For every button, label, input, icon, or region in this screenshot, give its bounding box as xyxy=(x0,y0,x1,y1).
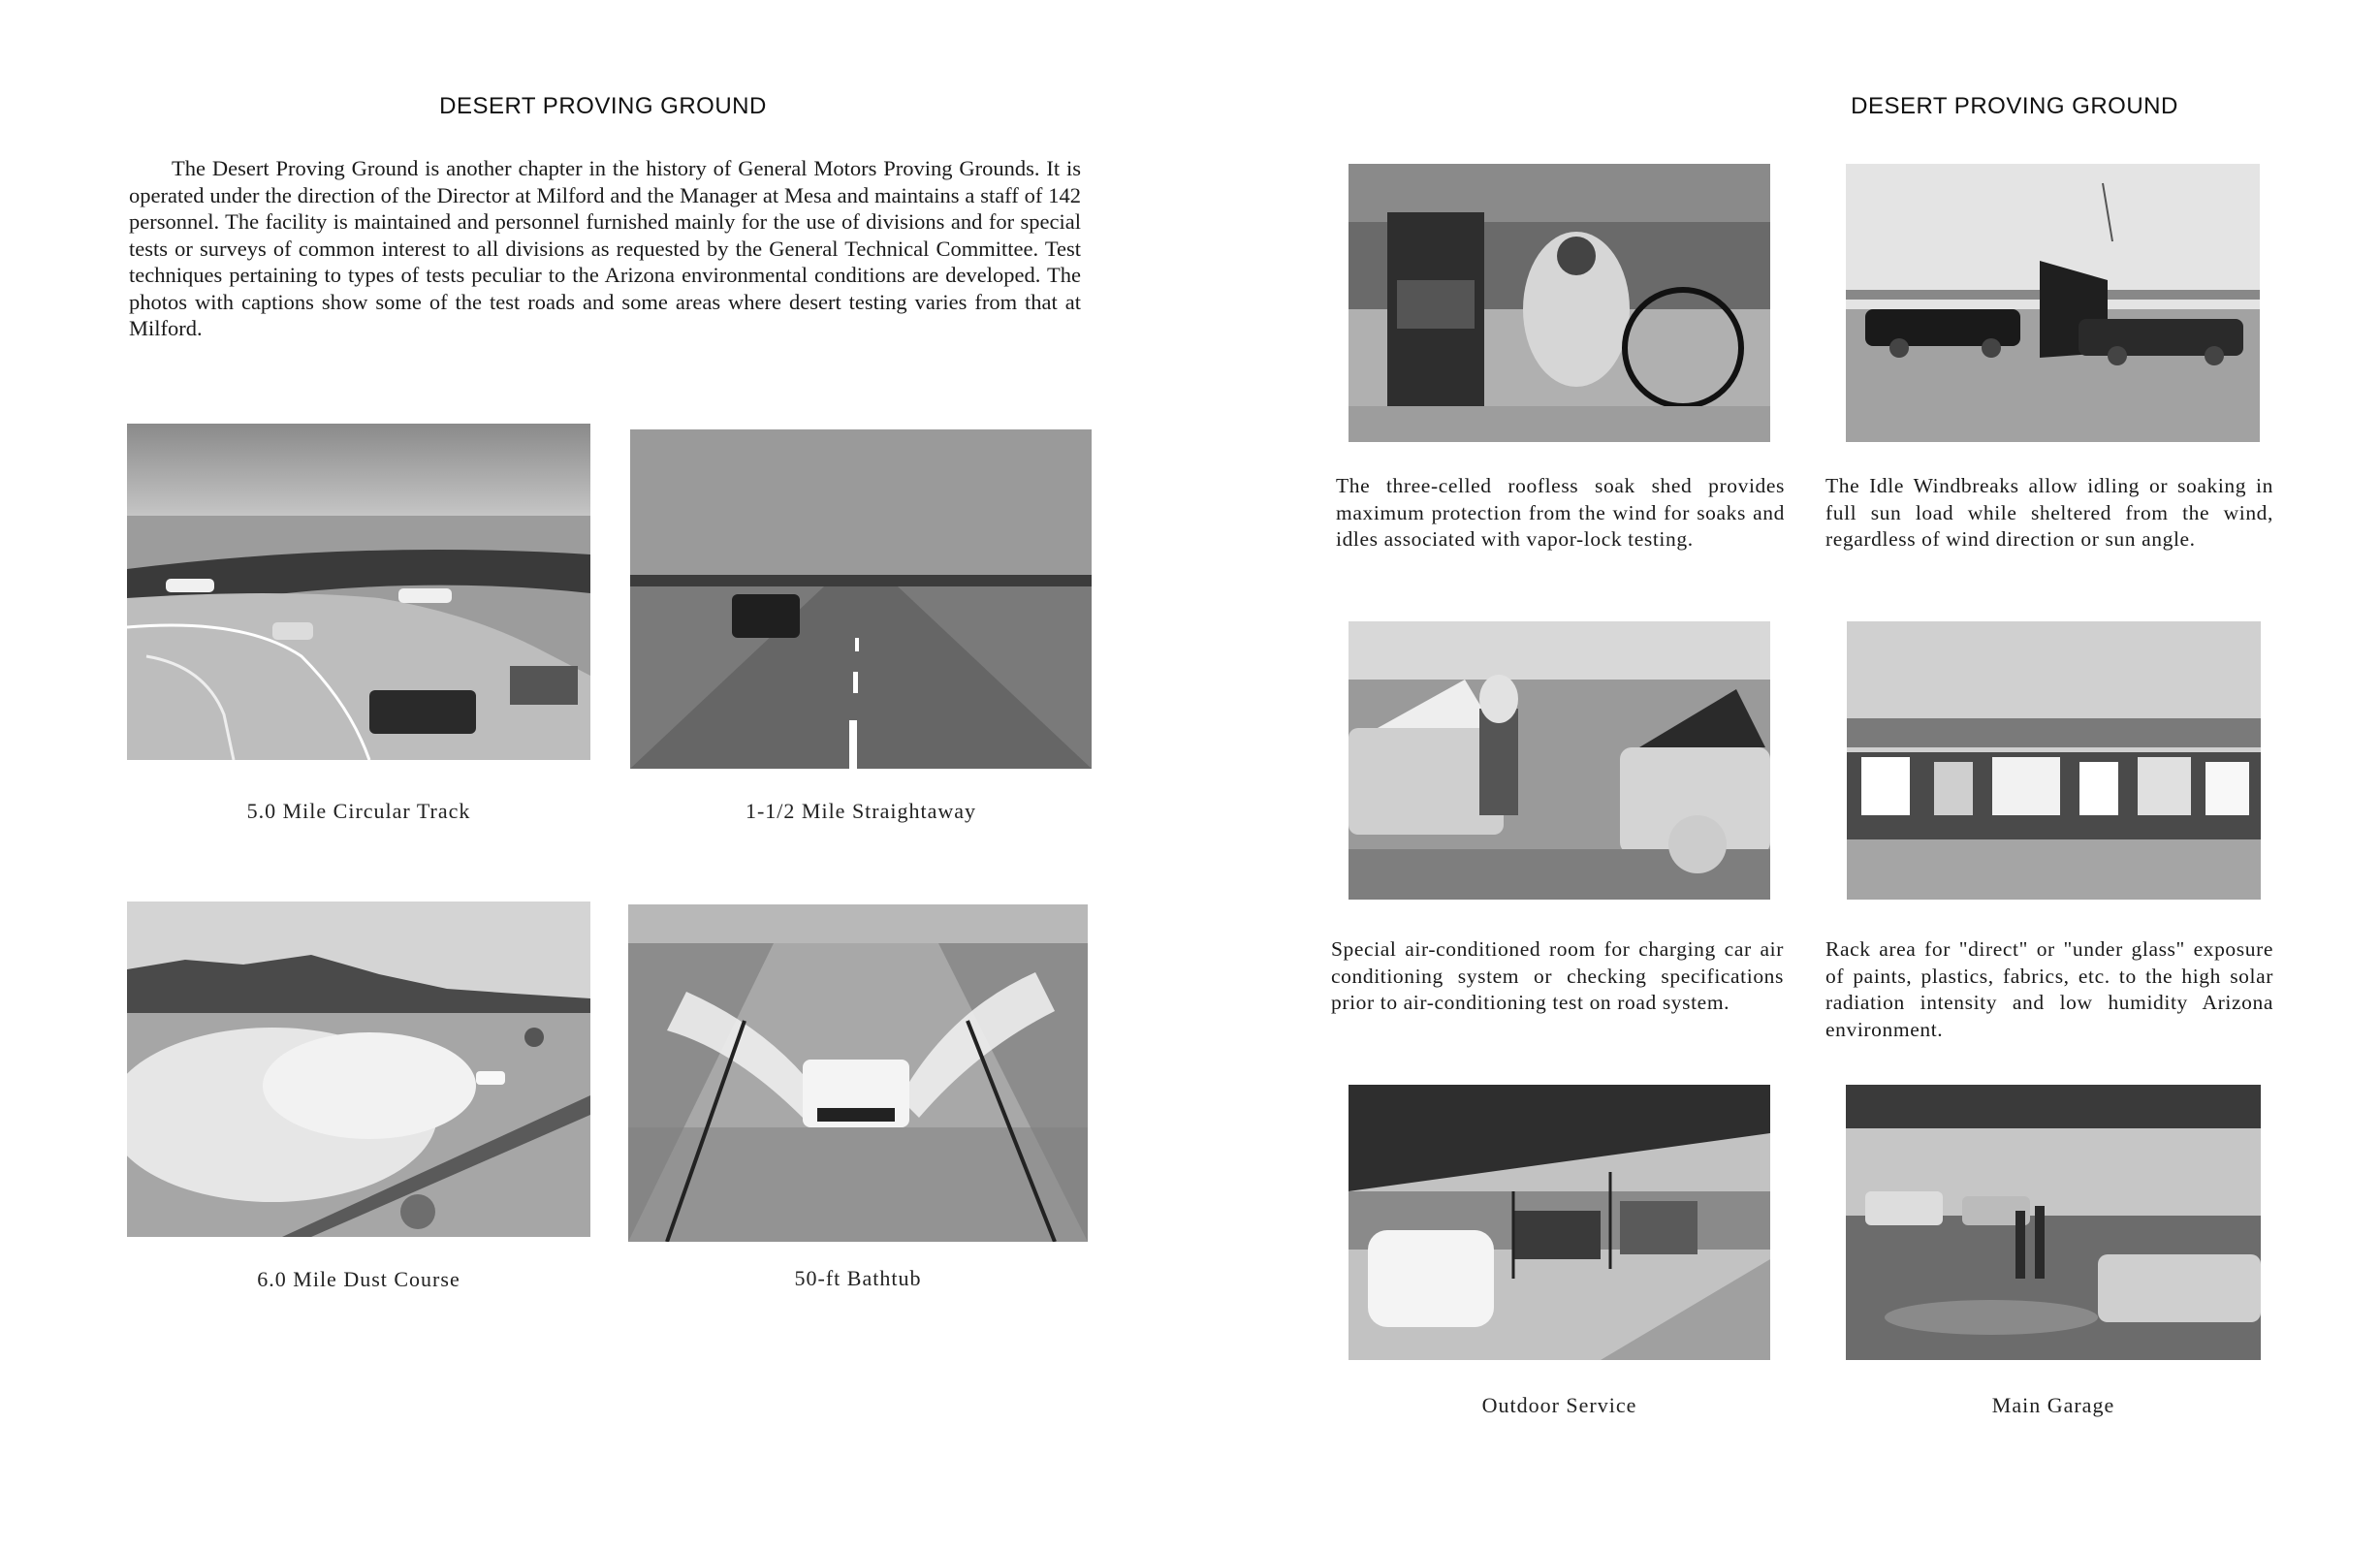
straightaway-caption: 1-1/2 Mile Straightaway xyxy=(745,799,977,823)
rack-area-caption: Rack area for "direct" or "under glass" exposure of paints, plastics, fabrics, etc. to the high solar radiation intensity and low humidity Arizona environment. xyxy=(1825,937,2273,1041)
circular-track-caption: 5.0 Mile Circular Track xyxy=(246,799,471,823)
bathtub-photo xyxy=(628,904,1088,1242)
rack-area-photo xyxy=(1847,621,2261,900)
ac-room-photo xyxy=(1349,621,1770,900)
soak-shed-caption: The three-celled roofless soak shed provides maximum protection from the wind for soaks and idles associated with vapor-lock testing. xyxy=(1336,474,1785,551)
outdoor-service-caption: Outdoor Service xyxy=(1481,1393,1637,1417)
windbreaks-caption: The Idle Windbreaks allow idling or soaking in full sun load while sheltered from the wind, regardless of wind direction or sun angle. xyxy=(1825,474,2273,551)
bathtub-caption: 50-ft Bathtub xyxy=(794,1266,922,1290)
main-garage-caption: Main Garage xyxy=(1991,1393,2115,1417)
ac-room-caption: Special air-conditioned room for charging car air conditioning system or checking specifications prior to air-conditioning test on road system. xyxy=(1331,937,1784,1014)
soak-shed-photo xyxy=(1349,164,1770,442)
outdoor-service-photo xyxy=(1349,1085,1770,1360)
right-page xyxy=(1190,0,2380,1551)
left-page-heading: DESERT PROVING GROUND xyxy=(439,93,767,119)
windbreaks-photo xyxy=(1846,164,2260,442)
main-garage-photo xyxy=(1846,1085,2261,1360)
dust-course-caption: 6.0 Mile Dust Course xyxy=(257,1267,460,1291)
dust-course-photo xyxy=(127,902,590,1237)
right-page-heading: DESERT PROVING GROUND xyxy=(1851,93,2178,119)
intro-paragraph: The Desert Proving Ground is another chapter in the history of General Motors Proving Grounds. It is operated under the direction of the Director at Milford and the Manager at Mesa and maintains a staff of 142 personnel. The facility is maintained and personnel furnished mainly for the use of divisions and for special tests or surveys of common interest to all divisions as requested by the General Technical Committee. Test techniques pertaining to types of tests peculiar to the Arizona environmental conditions are developed. The photos with captions show some of the test roads and some areas where desert testing varies from that at Milford. xyxy=(129,156,1081,340)
straightaway-photo xyxy=(630,429,1092,769)
circular-track-photo xyxy=(127,424,590,760)
